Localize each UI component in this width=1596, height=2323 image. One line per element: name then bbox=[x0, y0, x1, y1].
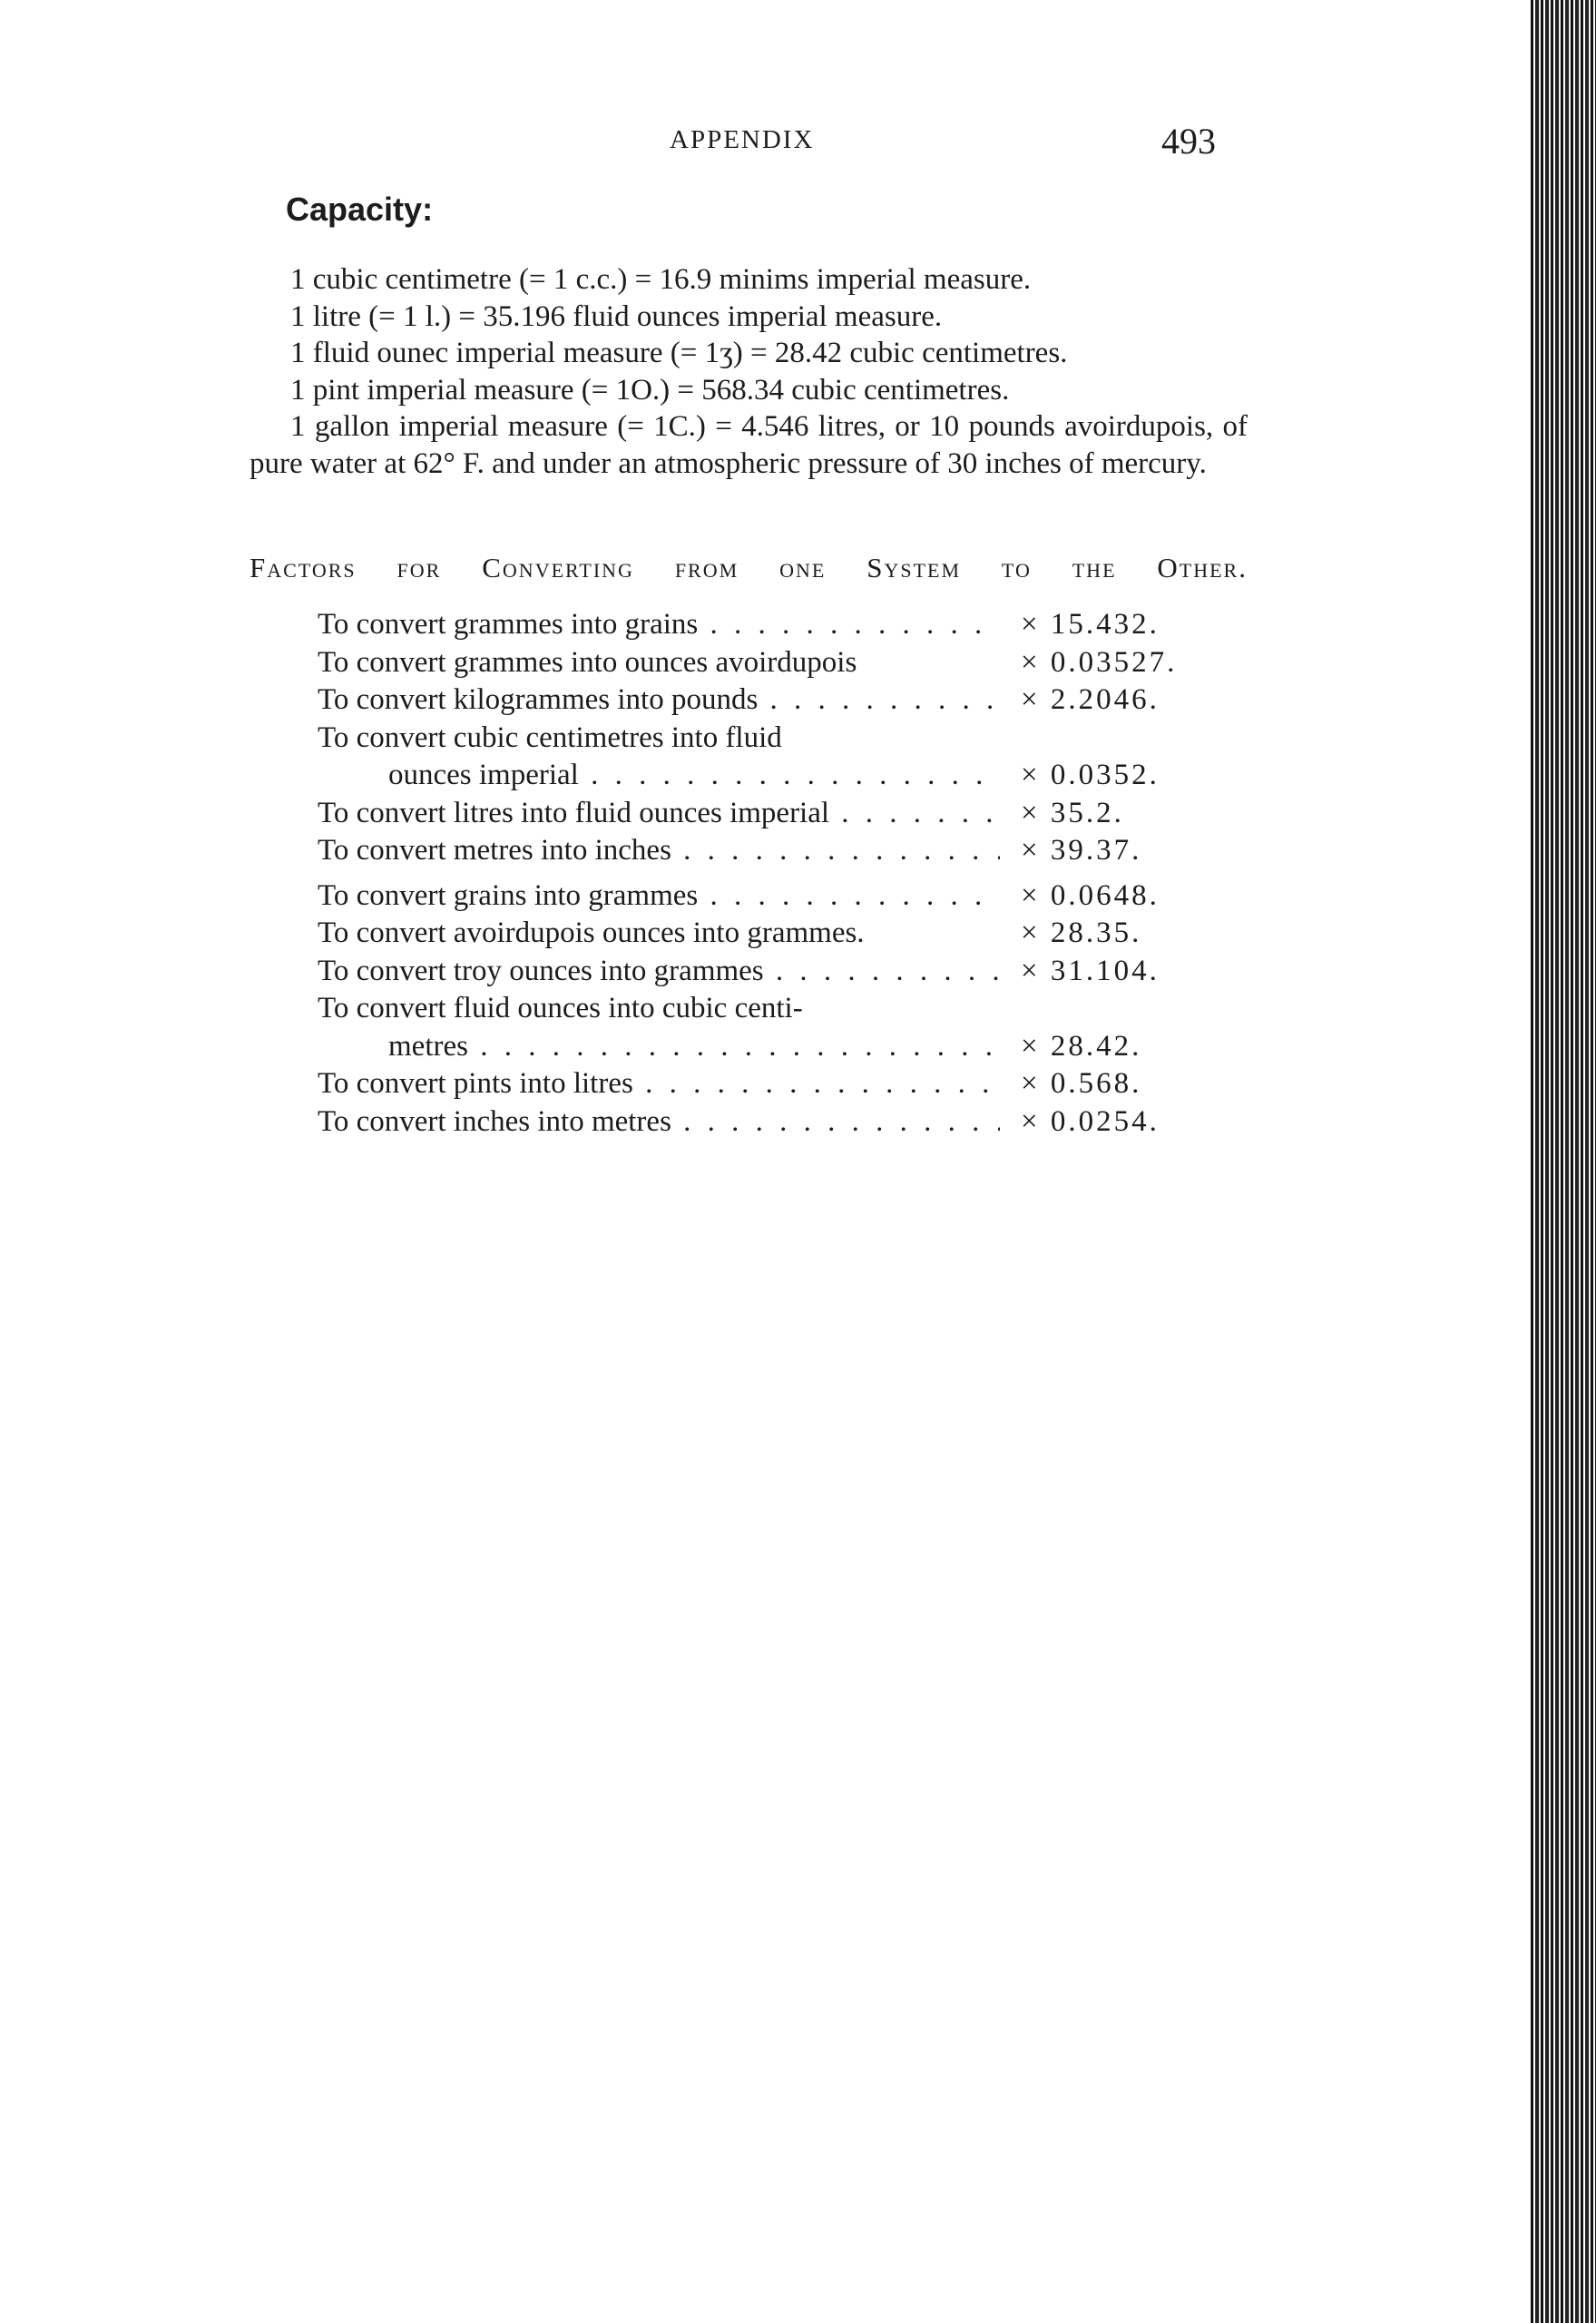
factors-title: Factors for Converting from one System to the Other. bbox=[250, 552, 1248, 583]
factor-label: To convert cubic centimetres into fluid bbox=[318, 720, 782, 754]
factor-row bbox=[318, 795, 1225, 833]
factor-label: To convert grammes into grains . . . bbox=[318, 606, 1000, 644]
factors-table bbox=[318, 606, 1225, 1141]
factor-value: × 0.03527. bbox=[1021, 645, 1178, 679]
factor-label: To convert grammes into ounces avoirdupois bbox=[318, 645, 857, 679]
factor-label: To convert grains into grammes . . . bbox=[318, 877, 1000, 916]
factor-value: × 0.0352. bbox=[1021, 759, 1160, 791]
page-number: 493 bbox=[1161, 121, 1216, 162]
factor-value: × 15.432. bbox=[1021, 608, 1160, 641]
factor-label: To convert litres into fluid ounces imperial . . . bbox=[318, 795, 1000, 833]
factor-label: To convert pints into litres . . . bbox=[318, 1065, 1000, 1103]
capacity-line: 1 cubic centimetre (= 1 c.c.) = 16.9 minims imperial measure. bbox=[290, 263, 1032, 296]
running-head: APPENDIX bbox=[670, 125, 815, 154]
factor-value: × 0.0254. bbox=[1021, 1104, 1160, 1138]
factor-value: × 2.2046. bbox=[1021, 683, 1160, 716]
page-edge-scan-border bbox=[1531, 0, 1596, 2323]
factor-value: × 0.568. bbox=[1021, 1067, 1142, 1100]
capacity-title: Capacity: bbox=[286, 191, 434, 228]
factor-label: To convert inches into metres . . . bbox=[318, 1103, 1000, 1142]
factor-row bbox=[318, 644, 1225, 682]
factor-row bbox=[318, 606, 1225, 644]
capacity-line: 1 pint imperial measure (= 1O.) = 568.34 cubic centimetres. bbox=[290, 373, 1010, 407]
factor-row bbox=[318, 832, 1225, 870]
factor-label-continuation: ounces imperial . . . bbox=[318, 757, 1000, 795]
capacity-list bbox=[250, 261, 1248, 482]
capacity-line: 1 fluid ounec imperial measure (= 1ʒ) = 28.42 cubic centimetres. bbox=[290, 337, 1068, 369]
factor-value: × 39.37. bbox=[1021, 834, 1142, 867]
factor-label: To convert metres into inches . . . bbox=[318, 832, 1000, 870]
capacity-line: 1 litre (= 1 l.) = 35.196 fluid ounces imperial measure. bbox=[290, 299, 943, 333]
factor-row bbox=[318, 1103, 1225, 1142]
factor-label: To convert avoirdupois ounces into grammes. bbox=[318, 916, 865, 949]
factor-row bbox=[318, 681, 1225, 720]
factor-label-wrapped bbox=[318, 720, 1000, 795]
capacity-section bbox=[250, 191, 1248, 482]
factor-row bbox=[318, 877, 1225, 916]
factor-label-wrapped bbox=[318, 990, 1000, 1065]
factor-value: × 0.0648. bbox=[1021, 878, 1160, 912]
factor-row bbox=[318, 915, 1225, 953]
factor-value: × 28.42. bbox=[1021, 1029, 1142, 1063]
factor-value: × 31.104. bbox=[1021, 954, 1160, 987]
factor-label: To convert fluid ounces into cubic centi- bbox=[318, 992, 803, 1024]
capacity-paragraph: 1 gallon imperial measure (= 1C.) = 4.546 litres, or 10 pounds avoirdupois, of pure water at 62° F. and under an atmospheric pressure of 30 inches of mercury. bbox=[250, 410, 1248, 480]
factor-row bbox=[318, 1065, 1225, 1103]
factor-row bbox=[318, 720, 1225, 795]
factor-row bbox=[318, 953, 1225, 991]
factor-label: To convert troy ounces into grammes . . . bbox=[318, 953, 1000, 991]
page-header bbox=[0, 120, 1596, 174]
factor-value: × 35.2. bbox=[1021, 796, 1124, 829]
factor-label: To convert kilogrammes into pounds . . . bbox=[318, 681, 1000, 720]
factor-row bbox=[318, 990, 1225, 1065]
factor-value: × 28.35. bbox=[1021, 916, 1142, 949]
factor-label-continuation: metres . . . bbox=[318, 1028, 1000, 1066]
